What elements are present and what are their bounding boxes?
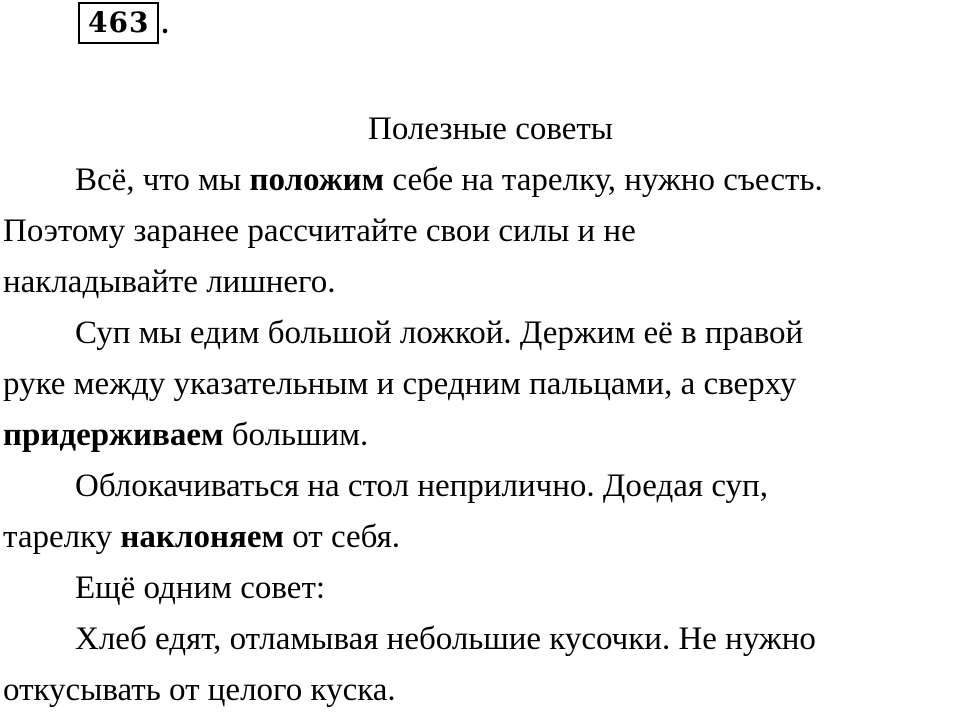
exercise-number xyxy=(78,4,168,44)
p1-line-2: Поэтому заранее рассчитайте свои силы и не xyxy=(3,213,636,249)
paragraph-5 xyxy=(3,614,958,716)
p2-line-1: Суп мы едим большой ложкой. Держим её в правой xyxy=(75,315,804,351)
p2-bold-word: придерживаем xyxy=(3,417,224,453)
p1-line-3: накладывайте лишнего. xyxy=(3,264,336,300)
p3-text-before: тарелку xyxy=(3,519,121,555)
p1-text-after: себе на тарелку, нужно съесть. xyxy=(384,162,823,198)
p5-line-2: откусывать от целого куска. xyxy=(3,672,396,708)
p3-bold-word: наклоняем xyxy=(120,519,284,555)
paragraph-1 xyxy=(3,155,958,308)
paragraph-3 xyxy=(3,461,958,563)
p2-line-2: руке между указательным и средним пальцами, а сверху xyxy=(3,366,797,402)
exercise-number-box: 463 xyxy=(78,2,159,44)
p4-line-1: Ещё одним совет: xyxy=(75,570,326,606)
text-title: Полезные советы xyxy=(368,111,613,147)
paragraph-2 xyxy=(3,308,958,461)
p3-line-1: Облокачиваться на стол неприлично. Доедая суп, xyxy=(75,468,768,504)
p1-bold-word: положим xyxy=(249,162,385,198)
exercise-number-dot: . xyxy=(161,9,169,40)
p5-line-1: Хлеб едят, отламывая небольшие кусочки. Не нужно xyxy=(75,621,816,657)
p3-text-after: от себя. xyxy=(283,519,401,555)
paragraph-4 xyxy=(3,563,958,614)
p1-text-before: Всё, что мы xyxy=(75,162,250,198)
p2-text-after: большим. xyxy=(223,417,369,453)
exercise-text xyxy=(3,104,958,716)
